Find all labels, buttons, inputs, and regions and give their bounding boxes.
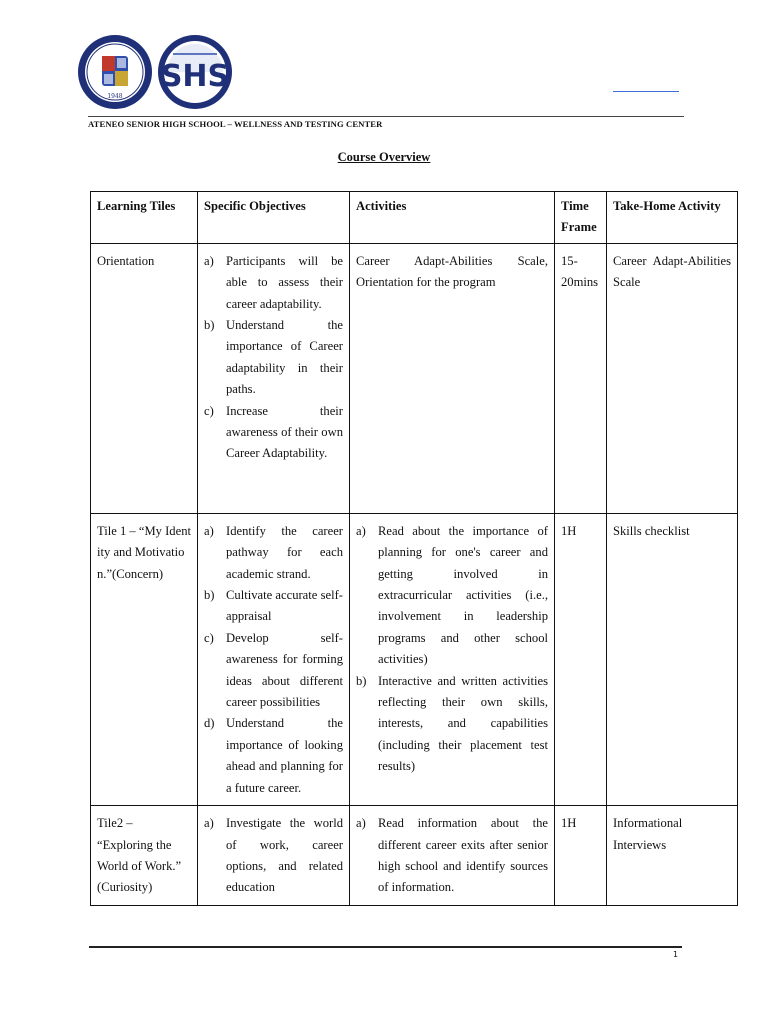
time-frame-cell: 15-20mins [555,243,607,513]
list-item: a) Identify the career pathway for each academic strand. [204,523,343,581]
table-row [91,243,738,513]
time-frame-cell: 1H [555,806,607,906]
objectives-cell [198,243,350,513]
take-home-cell: Skills checklist [607,513,738,805]
tile-cell: Orientation [91,243,198,513]
table-row [91,806,738,906]
list-item: a) Read information about the different career exits after senior high school and identify sources of information. [356,816,548,895]
take-home-cell: Career Adapt-Abilities Scale [607,243,738,513]
list-item: a) Participants will be able to assess their career adaptability. [204,253,343,311]
list-item: b) Understand the importance of Career adaptability in their paths. [204,318,343,397]
list-item: a) Read about the importance of planning for one's career and getting involved in extracurricular activities (i.e., involvement in leadership programs and other school activities) [356,523,548,667]
activities-cell: Career Adapt-Abilities Scale, Orientation for the program [350,243,555,513]
objectives-cell [198,513,350,805]
tile-cell: Tile2 – “Exploring the World of Work.” (Curiosity) [91,806,198,906]
col-header-learning-tiles: Learning Tiles [91,192,198,244]
shs-logo-icon [158,35,232,109]
list-item: c) Develop self-awareness for forming ideas about different career possibilities [204,630,343,710]
list-item: d) Understand the importance of looking ahead and planning for a future career. [204,716,343,795]
objectives-list [204,251,343,465]
col-header-time-frame: Time Frame [555,192,607,244]
col-header-activities: Activities [350,192,555,244]
table-header-row [91,192,738,244]
time-frame-cell: 1H [555,513,607,805]
objectives-list [204,521,343,799]
footer-rule [89,946,682,948]
objectives-list [204,813,343,899]
list-item: b) Interactive and written activities reflecting their own skills, interests, and capabilities (including their placement test results) [356,673,548,774]
svg-text:1948: 1948 [107,93,123,100]
ateneo-seal-icon [78,35,152,109]
tile-cell: Tile 1 – “My Identity and Motivation.”(Concern) [91,513,198,805]
institution-line: ATENEO SENIOR HIGH SCHOOL – WELLNESS AND TESTING CENTER [88,119,383,129]
document-title: Course Overview [337,150,431,164]
objectives-cell [198,806,350,906]
col-header-objectives: Specific Objectives [198,192,350,244]
header-rule [88,116,684,117]
take-home-cell: Informational Interviews [607,806,738,906]
list-item: b) Cultivate accurate self-appraisal [204,588,343,624]
activities-cell [350,806,555,906]
list-item: a) Investigate the world of work, career options, and related education [204,816,343,895]
course-overview-table [90,191,738,906]
school-logos [77,34,237,114]
list-item: c) Increase their awareness of their own Career Adaptability. [204,403,343,461]
table-row [91,513,738,805]
svg-text:SHS: SHS [160,59,230,94]
activities-list [356,521,548,778]
activities-cell [350,513,555,805]
page-number: 1 [673,950,679,959]
activities-list [356,813,548,899]
col-header-take-home: Take-Home Activity [607,192,738,244]
header-link-underline[interactable] [613,91,679,92]
